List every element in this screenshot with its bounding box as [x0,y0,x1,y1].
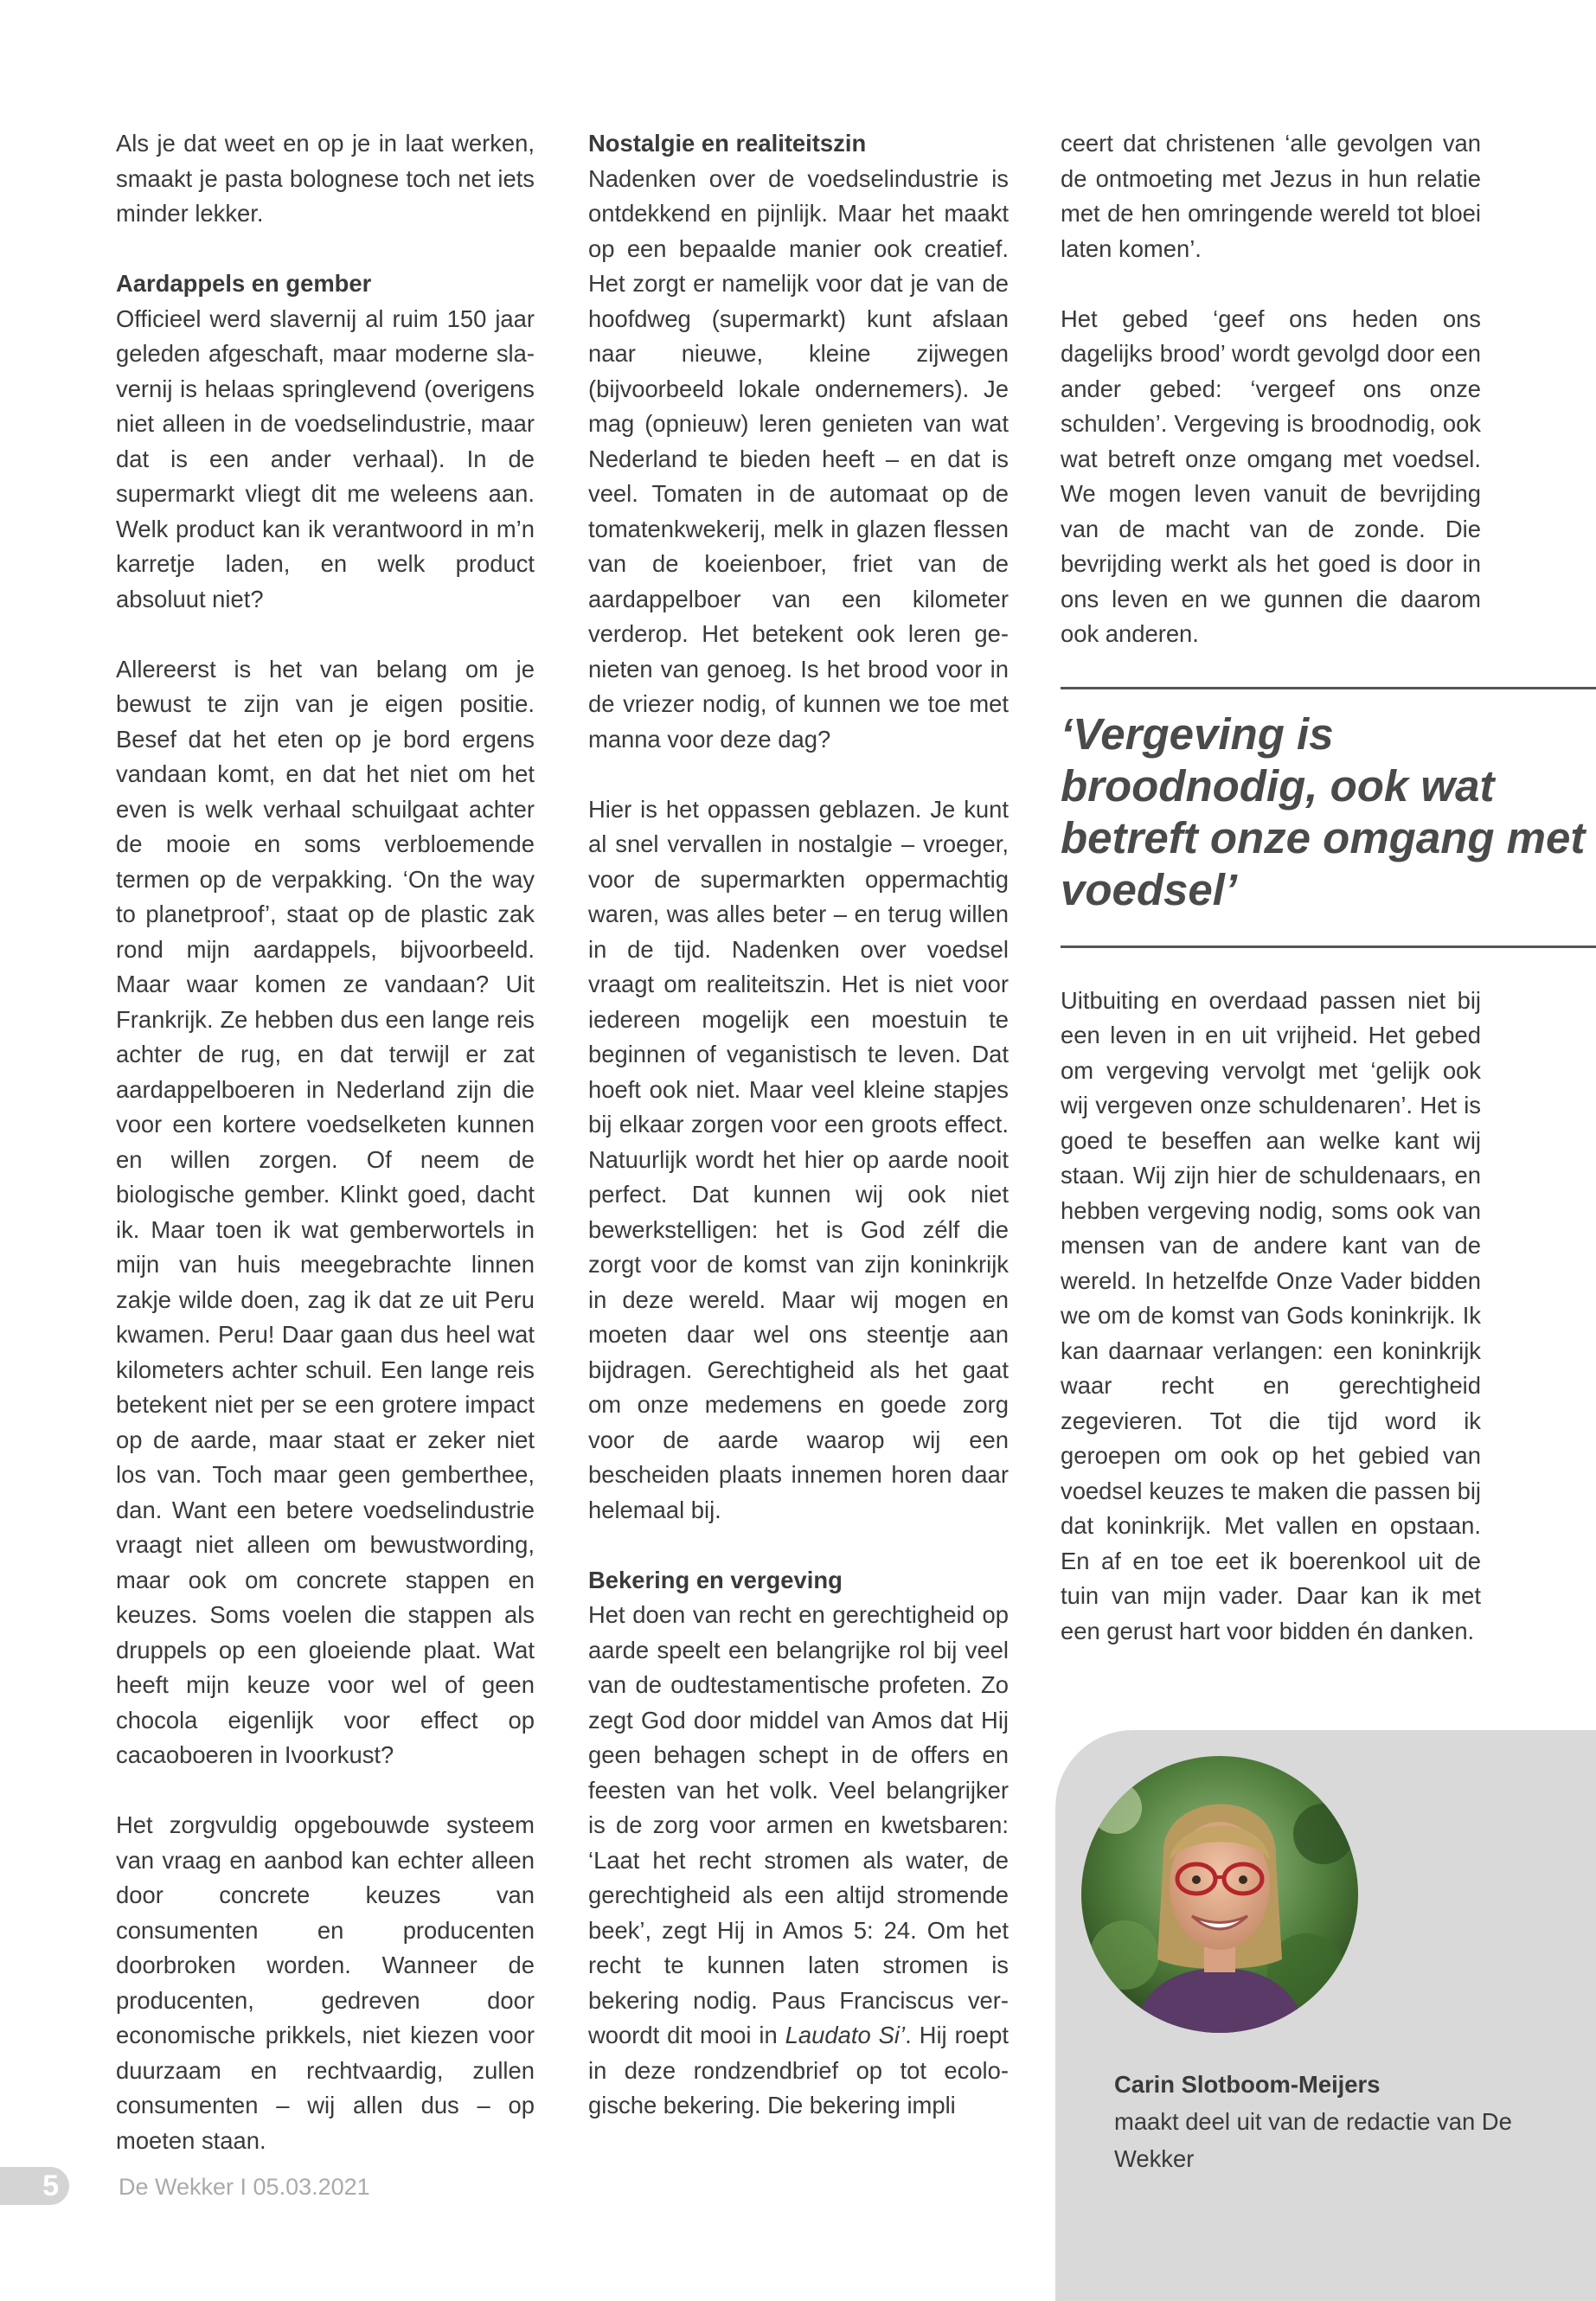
publication-info: De Wekker I 05.03.2021 [119,2174,370,2200]
article-column-1 [116,126,535,2158]
page-number: 5 [42,2170,59,2202]
author-box [1055,1730,1596,2301]
page-number-badge [0,2167,69,2205]
section-heading: Aardappels en gember [116,270,372,297]
article-column-3 [1061,126,1586,1649]
book-title: Laudato Si’ [785,2022,906,2048]
section-heading: Bekering en vergeving [588,1566,843,1593]
paragraph: Het gebed ‘geef ons heden ons dagelijks brood’ wordt gevolgd door een ander gebed: ‘vergeef ons onze schulden’. Vergeving is broodnodig, ook wat betreft onze omgang met voedsel. We mogen leven vanuit de bevrijding van de macht van de zonde. Die bevrijding werkt als het goed is door in ons leven en we gunnen die daarom ook anderen. [1061,304,1481,647]
divider [1061,945,1596,948]
author-description: maakt deel uit van de redactie van De Wekker [1114,2108,1512,2172]
paragraph: Als je dat weet en op je in laat werken, smaakt je pasta bolognese toch net iets minder lekker. [116,130,535,227]
paragraph: ceert dat christenen ‘alle gevolgen van de ontmoeting met Jezus in hun relatie met de hen omringende wereld tot bloei laten komen’. [1061,130,1481,262]
paragraph [588,1598,1009,2124]
divider [1061,687,1596,689]
paragraph-text: . Hij roept in deze rondzendbrief op tot ecologische bekering. Die bekering impli [588,2022,1010,2118]
paragraph: Allereerst is het van belang om je bewust te zijn van je eigen positie. Besef dat het eten op je bord ergens vandaan komt, en dat het niet om het even is welk verhaal schuilgaat achter de mooie en soms verbloemende termen op de verpakking. ‘On the way to planetproof’, staat op de plastic zak rond mijn aardappels, bijvoorbeeld. Maar waar komen ze vandaan? Uit Frankrijk. Ze hebben dus een lange reis achter de rug, en dat terwijl er zat aardappelboeren in Nederland zijn die voor een kortere voedselketen kunnen en willen zorgen. Of neem de biologische gember. Klinkt goed, dacht ik. Maar toen ik wat gemberwortels in mijn van huis meegebrachte linnen zakje wilde doen, zag ik dat ze uit Peru kwamen. Peru! Daar gaan dus heel wat kilometers achter schuil. Een lange reis betekent niet per se een grotere impact op de aarde, maar staat er zeker niet los van. Toch maar geen gemberthee, dan. Want een betere voedselindustrie vraagt niet alleen om bewustwording, maar ook om concrete stappen en keuzes. Soms voelen die stappen als druppels op een gloeiende plaat. Wat heeft mijn keuze voor wel of geen chocola eigenlijk voor effect op cacaoboeren in Ivoorkust? [116,655,535,1768]
paragraph: Nadenken over de voedselindustrie is ontdekkend en pijnlijk. Maar het maakt op een bepaalde manier ook creatief. Het zorgt er namelijk voor dat je van de hoofdweg (supermarkt) kunt afslaan naar nieuwe, kleine zijwegen (bijvoorbeeld lokale ondernemers). Je mag (opnieuw) leren genieten van wat Nederland te bieden heeft – en dat is veel. Tomaten in de automaat op de tomatenkwekerij, melk in glazen flessen van de koeienboer, friet van de aardappelboer van een kilometer verderop. Het betekent ook leren genieten van genoeg. Is het brood voor in de vriezer nodig, of kunnen we toe met manna voor deze dag? [588,164,1009,753]
article-column-2 [588,126,1009,2124]
paragraph-text: Het doen van recht en gerechtigheid op aarde speelt een belangrijke rol bij veel van de oudtestamentische profeten. Zo zegt God door middel van Amos dat Hij geen behagen schept in de offers en feesten van het volk. Veel belangrijker is de zorg voor armen en kwetsbaren: ‘Laat het recht stromen als water, de gerechtigheid als een altijd stromende beek’, zegt Hij in Amos 5: 24. Om het recht te kunnen laten stromen is bekering nodig. Paus Franciscus verwoordt dit mooi in [588,1601,1009,2048]
paragraph: Het zorgvuldig opgebouwde systeem van vraag en aanbod kan echter alleen door concrete keuzes van consumenten en producenten doorbroken worden. Wanneer de producenten, gedreven door economische prikkels, niet kiezen voor duurzaam en rechtvaardig, zullen consumenten – wij allen dus – op moeten staan. [116,1811,535,2154]
page-footer [0,2167,519,2205]
author-info [1114,2066,1564,2177]
paragraph: Hier is het oppassen geblazen. Je kunt al snel vervallen in nostalgie – vroeger, voor de supermarkten oppermachtig waren, was alles beter – en terug willen in de tijd. Nadenken over voedsel vraagt om realiteitszin. Het is niet voor iedereen mogelijk een moestuin te beginnen of veganistisch te leven. Dat hoeft ook niet. Maar veel kleine stapjes bij elkaar zorgen voor een groots effect. Natuurlijk wordt het hier op aarde nooit perfect. Dat kunnen wij ook niet bewerkstelligen: het is God zélf die zorgt voor de komst van zijn koninkrijk in deze wereld. Maar wij mogen en moeten daar wel ons steentje aan bijdragen. Gerechtigheid als het gaat om onze medemens en goede zorg voor de aarde waarop wij een bescheiden plaats innemen horen daar helemaal bij. [588,795,1009,1523]
paragraph: Officieel werd slavernij al ruim 150 jaar geleden afgeschaft, maar moderne slavernij is helaas springlevend (overigens niet alleen in de voedselindustrie, maar dat is een ander verhaal). In de supermarkt vliegt dit me weleens aan. Welk product kan ik verantwoord in m’n karretje laden, en welk product absoluut niet? [116,304,535,612]
pull-quote-text: ‘Vergeving is broodnodig, ook wat betreft onze omgang met voedsel’ [1061,709,1586,914]
author-portrait-icon [1081,1756,1358,2033]
avatar [1081,1756,1358,2033]
paragraph: Uitbuiting en overdaad passen niet bij een leven in en uit vrijheid. Het gebed om vergeving vervolgt met ‘gelijk ook wij vergeven onze schuldenaren’. Het is goed te beseffen aan welke kant wij staan. Wij zijn hier de schuldenaars, en hebben vergeving nodig, soms ook van mensen van de andere kant van de wereld. In hetzelfde Onze Vader bidden we om de komst van Gods koninkrijk. Ik kan daarnaar verlangen: een koninkrijk waar recht en gerechtigheid zegevieren. Tot die tijd word ik geroepen om ook op het gebied van voedsel keuzes te maken die passen bij dat koninkrijk. Met vallen en opstaan. En af en toe eet ik boerenkool uit de tuin van mijn vader. Daar kan ik met een gerust hart voor bidden én danken. [1061,986,1481,1644]
pull-quote [1061,687,1596,948]
section-heading: Nostalgie en realiteitszin [588,130,867,157]
author-name: Carin Slotboom-Meijers [1114,2071,1381,2098]
